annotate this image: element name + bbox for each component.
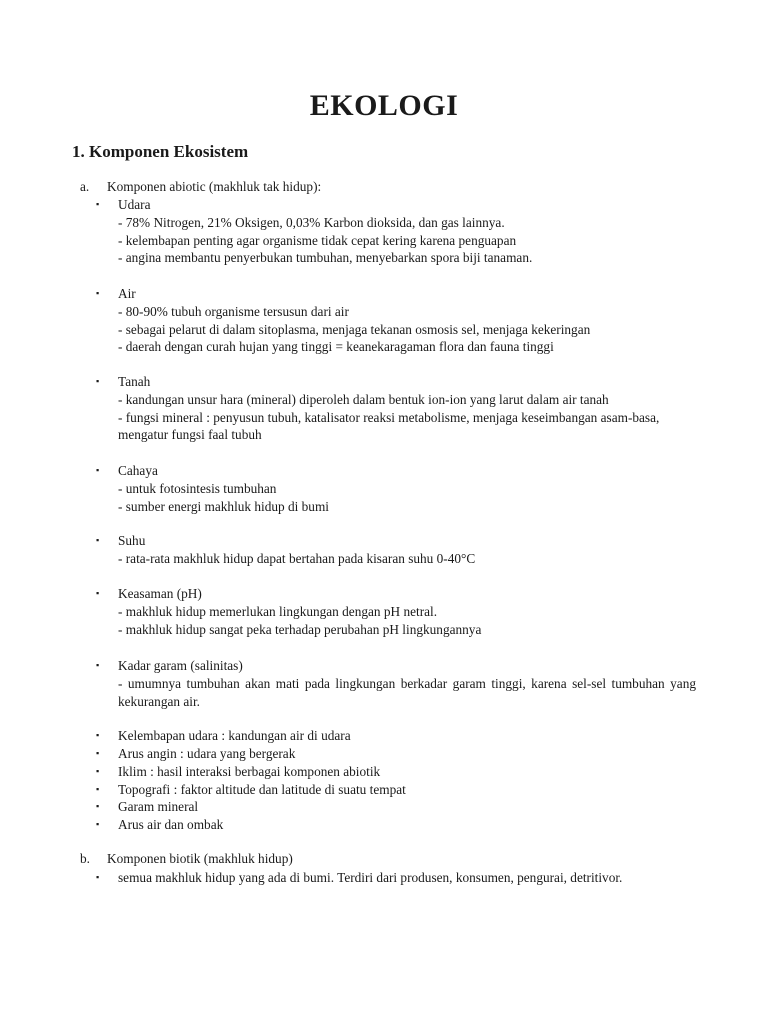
bullet-icon: ▪ <box>96 766 100 776</box>
bullet-icon: ▪ <box>96 588 100 598</box>
subsection-label: Komponen abiotic (makhluk tak hidup): <box>107 179 322 194</box>
item-title: Keasaman (pH) <box>118 586 202 601</box>
bullet-icon: ▪ <box>96 660 100 670</box>
item-detail: - kandungan unsur hara (mineral) diperoleh dalam bentuk ion-ion yang larut dalam air tanah <box>118 391 609 407</box>
list-item-kelembapan <box>96 727 696 745</box>
bullet-icon: ▪ <box>96 199 100 209</box>
item-title: Iklim : hasil interaksi berbagai komponen abiotik <box>118 764 381 779</box>
list-item-cahaya <box>96 462 696 515</box>
list-item-tanah <box>96 373 696 444</box>
bullet-icon: ▪ <box>96 535 100 545</box>
page-title: EKOLOGI <box>309 89 459 122</box>
bullet-icon: ▪ <box>96 376 100 386</box>
bullet-icon: ▪ <box>96 465 100 475</box>
item-detail: - umumnya tumbuhan akan mati pada lingkungan berkadar garam tinggi, karena sel-sel tumbuhan yang kekurangan air. <box>118 675 696 709</box>
item-detail: - untuk fotosintesis tumbuhan <box>118 480 277 496</box>
bullet-icon: ▪ <box>96 784 100 794</box>
bullet-icon: ▪ <box>96 872 100 882</box>
item-title: semua makhluk hidup yang ada di bumi. Terdiri dari produsen, konsumen, pengurai, detritivor. <box>118 870 623 885</box>
item-detail: - 80-90% tubuh organisme tersusun dari air <box>118 303 349 319</box>
item-title: Kadar garam (salinitas) <box>118 658 243 673</box>
item-title: Cahaya <box>118 463 158 478</box>
list-item-garam-mineral <box>96 798 696 816</box>
item-detail: - kelembapan penting agar organisme tidak cepat kering karena penguapan <box>118 232 517 248</box>
section-heading <box>72 141 248 163</box>
item-detail: - daerah dengan curah hujan yang tinggi = keanekaragaman flora dan fauna tinggi <box>118 339 554 355</box>
subsection-marker: a. <box>80 179 90 194</box>
item-title: Udara <box>118 197 151 212</box>
item-title: Arus air dan ombak <box>118 817 224 832</box>
list-item-topografi <box>96 781 696 799</box>
list-item-iklim <box>96 763 696 781</box>
item-detail: - rata-rata makhluk hidup dapat bertahan pada kisaran suhu 0-40°C <box>118 550 476 566</box>
list-item-air <box>96 285 696 356</box>
bullet-icon: ▪ <box>96 748 100 758</box>
item-detail: - sebagai pelarut di dalam sitoplasma, menjaga tekanan osmosis sel, menjaga kekeringan <box>118 321 591 337</box>
item-title: Arus angin : udara yang bergerak <box>118 746 296 761</box>
item-title: Kelembapan udara : kandungan air di udara <box>118 728 351 743</box>
section-number: 1. <box>72 142 85 161</box>
item-title: Tanah <box>118 374 151 389</box>
section-heading-text: Komponen Ekosistem <box>89 142 249 161</box>
list-item-suhu <box>96 532 696 568</box>
item-title: Garam mineral <box>118 799 199 814</box>
list-item-arus-air <box>96 816 696 834</box>
item-title: Topografi : faktor altitude dan latitude di suatu tempat <box>118 782 406 797</box>
item-detail: - makhluk hidup memerlukan lingkungan dengan pH netral. <box>118 603 438 619</box>
bullet-icon: ▪ <box>96 801 100 811</box>
item-title: Air <box>118 286 136 301</box>
bullet-icon: ▪ <box>96 730 100 740</box>
item-title: Suhu <box>118 533 146 548</box>
list-item-arus-angin <box>96 745 696 763</box>
bullet-icon: ▪ <box>96 288 100 298</box>
item-detail: - sumber energi makhluk hidup di bumi <box>118 498 329 514</box>
item-detail: - angina membantu penyerbukan tumbuhan, menyebarkan spora biji tanaman. <box>118 250 533 266</box>
item-detail: - fungsi mineral : penyusun tubuh, katalisator reaksi metabolisme, menjaga keseimbangan asam-basa, mengatur fungsi faal tubuh <box>118 409 660 443</box>
list-item-kadar-garam <box>96 657 696 710</box>
item-detail: - makhluk hidup sangat peka terhadap perubahan pH lingkungannya <box>118 621 482 637</box>
bullet-icon: ▪ <box>96 819 100 829</box>
list-item-keasaman <box>96 585 696 638</box>
subsection-label: Komponen biotik (makhluk hidup) <box>107 851 293 866</box>
list-item-udara <box>96 196 696 267</box>
list-item-biotik <box>96 869 696 887</box>
item-detail: - 78% Nitrogen, 21% Oksigen, 0,03% Karbon dioksida, dan gas lainnya. <box>118 214 505 230</box>
subsection-marker: b. <box>80 851 90 866</box>
